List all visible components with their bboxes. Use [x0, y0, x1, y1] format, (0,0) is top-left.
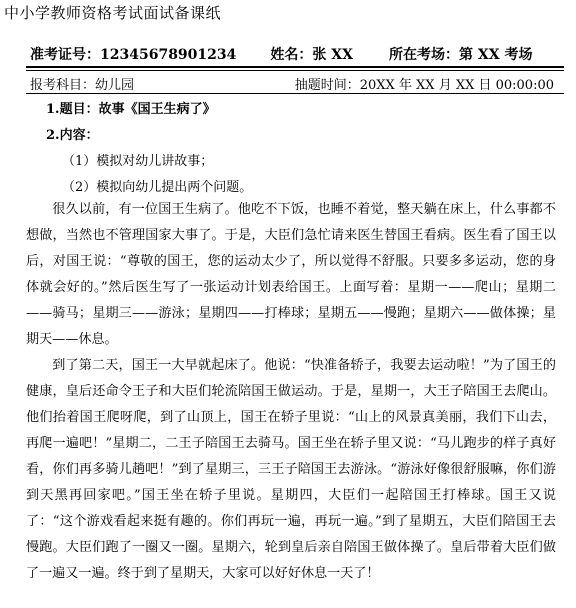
- exam-site-value: 第 XX 考场: [459, 47, 533, 63]
- question-content-label: 2.内容：: [46, 128, 99, 143]
- meta-line: [30, 74, 554, 93]
- sheet-header-title: 中小学教师资格考试面试备课纸: [4, 4, 222, 22]
- requirement-item: （2）模拟向幼儿提出两个问题。: [62, 180, 253, 195]
- story-paragraph: 到了第二天，国王一大早就起床了。他说：“快准备轿子，我要去运动啦！”为了国王的健康，皇后还命令王子和大臣们轮流陪国王做运动。于是，星期一，大王子陪国王去爬山。他们抬着国王爬呀爬，到了山顶上，国王在轿子里说：“山上的风景真美丽，我们下山去，再爬一遍吧！”星期二，二王子陪国王去骑马。国王坐在轿子里又说：“马儿跑步的样子真好看，你们再多骑儿趟吧！”到了星期三，三王子陪国王去游泳。“游泳好像很舒服嘛，你们游到天黑再回家吧。”国王坐在轿子里说。星期四，大臣们一起陪国王打棒球。国王又说了：“这个游戏看起来挺有趣的。你们再玩一遍，再玩一遍。”到了星期五，大臣们陪国王去慢跑。大臣们跑了一圈又一圈。星期六，轮到皇后亲自陪国王做体操了。皇后带着大臣们做了一遍又一遍。终于到了星期天，大家可以好好休息一天了！: [26, 358, 556, 581]
- subject-text: 报考科目：幼儿园: [30, 78, 135, 93]
- draw-time-text: 抽题时间：20XX 年 XX 月 XX 日 00:00:00: [294, 78, 554, 93]
- name-label: 姓名：: [270, 47, 313, 63]
- story-paragraph: 很久以前，有一位国王生病了。他吃不下饭，也睡不着觉，整天躺在床上，什么事都不想做，当然也不管理国家大事了。于是，大臣们急忙请来医生替国王看病。医生看了国王以后，对国王说：“尊敬的国王，您的运动太少了，所以觉得不舒服。只要多多运动，您的身体就会好的。”然后医生写了一张运动计划表给国王。上面写着：星期一——爬山；星期二——骑马；星期三——游泳；星期四——打棒球；星期五——慢跑；星期六——做体操；星期天——休息。: [26, 202, 556, 347]
- meta-divider: [26, 93, 564, 94]
- requirement-item: （1）模拟对幼儿讲故事；: [62, 154, 214, 169]
- name-value: 张 XX: [312, 47, 353, 63]
- header-divider-thin: [26, 70, 564, 71]
- candidate-info-line: [30, 44, 532, 64]
- exam-site-label: 所在考场：: [389, 47, 459, 63]
- question-title: 1.题目：故事《国王生病了》: [46, 102, 216, 117]
- ticket-number-value: 12345678901234: [100, 47, 237, 63]
- header-divider-thick: [26, 66, 564, 68]
- ticket-number-label: 准考证号：: [30, 47, 100, 63]
